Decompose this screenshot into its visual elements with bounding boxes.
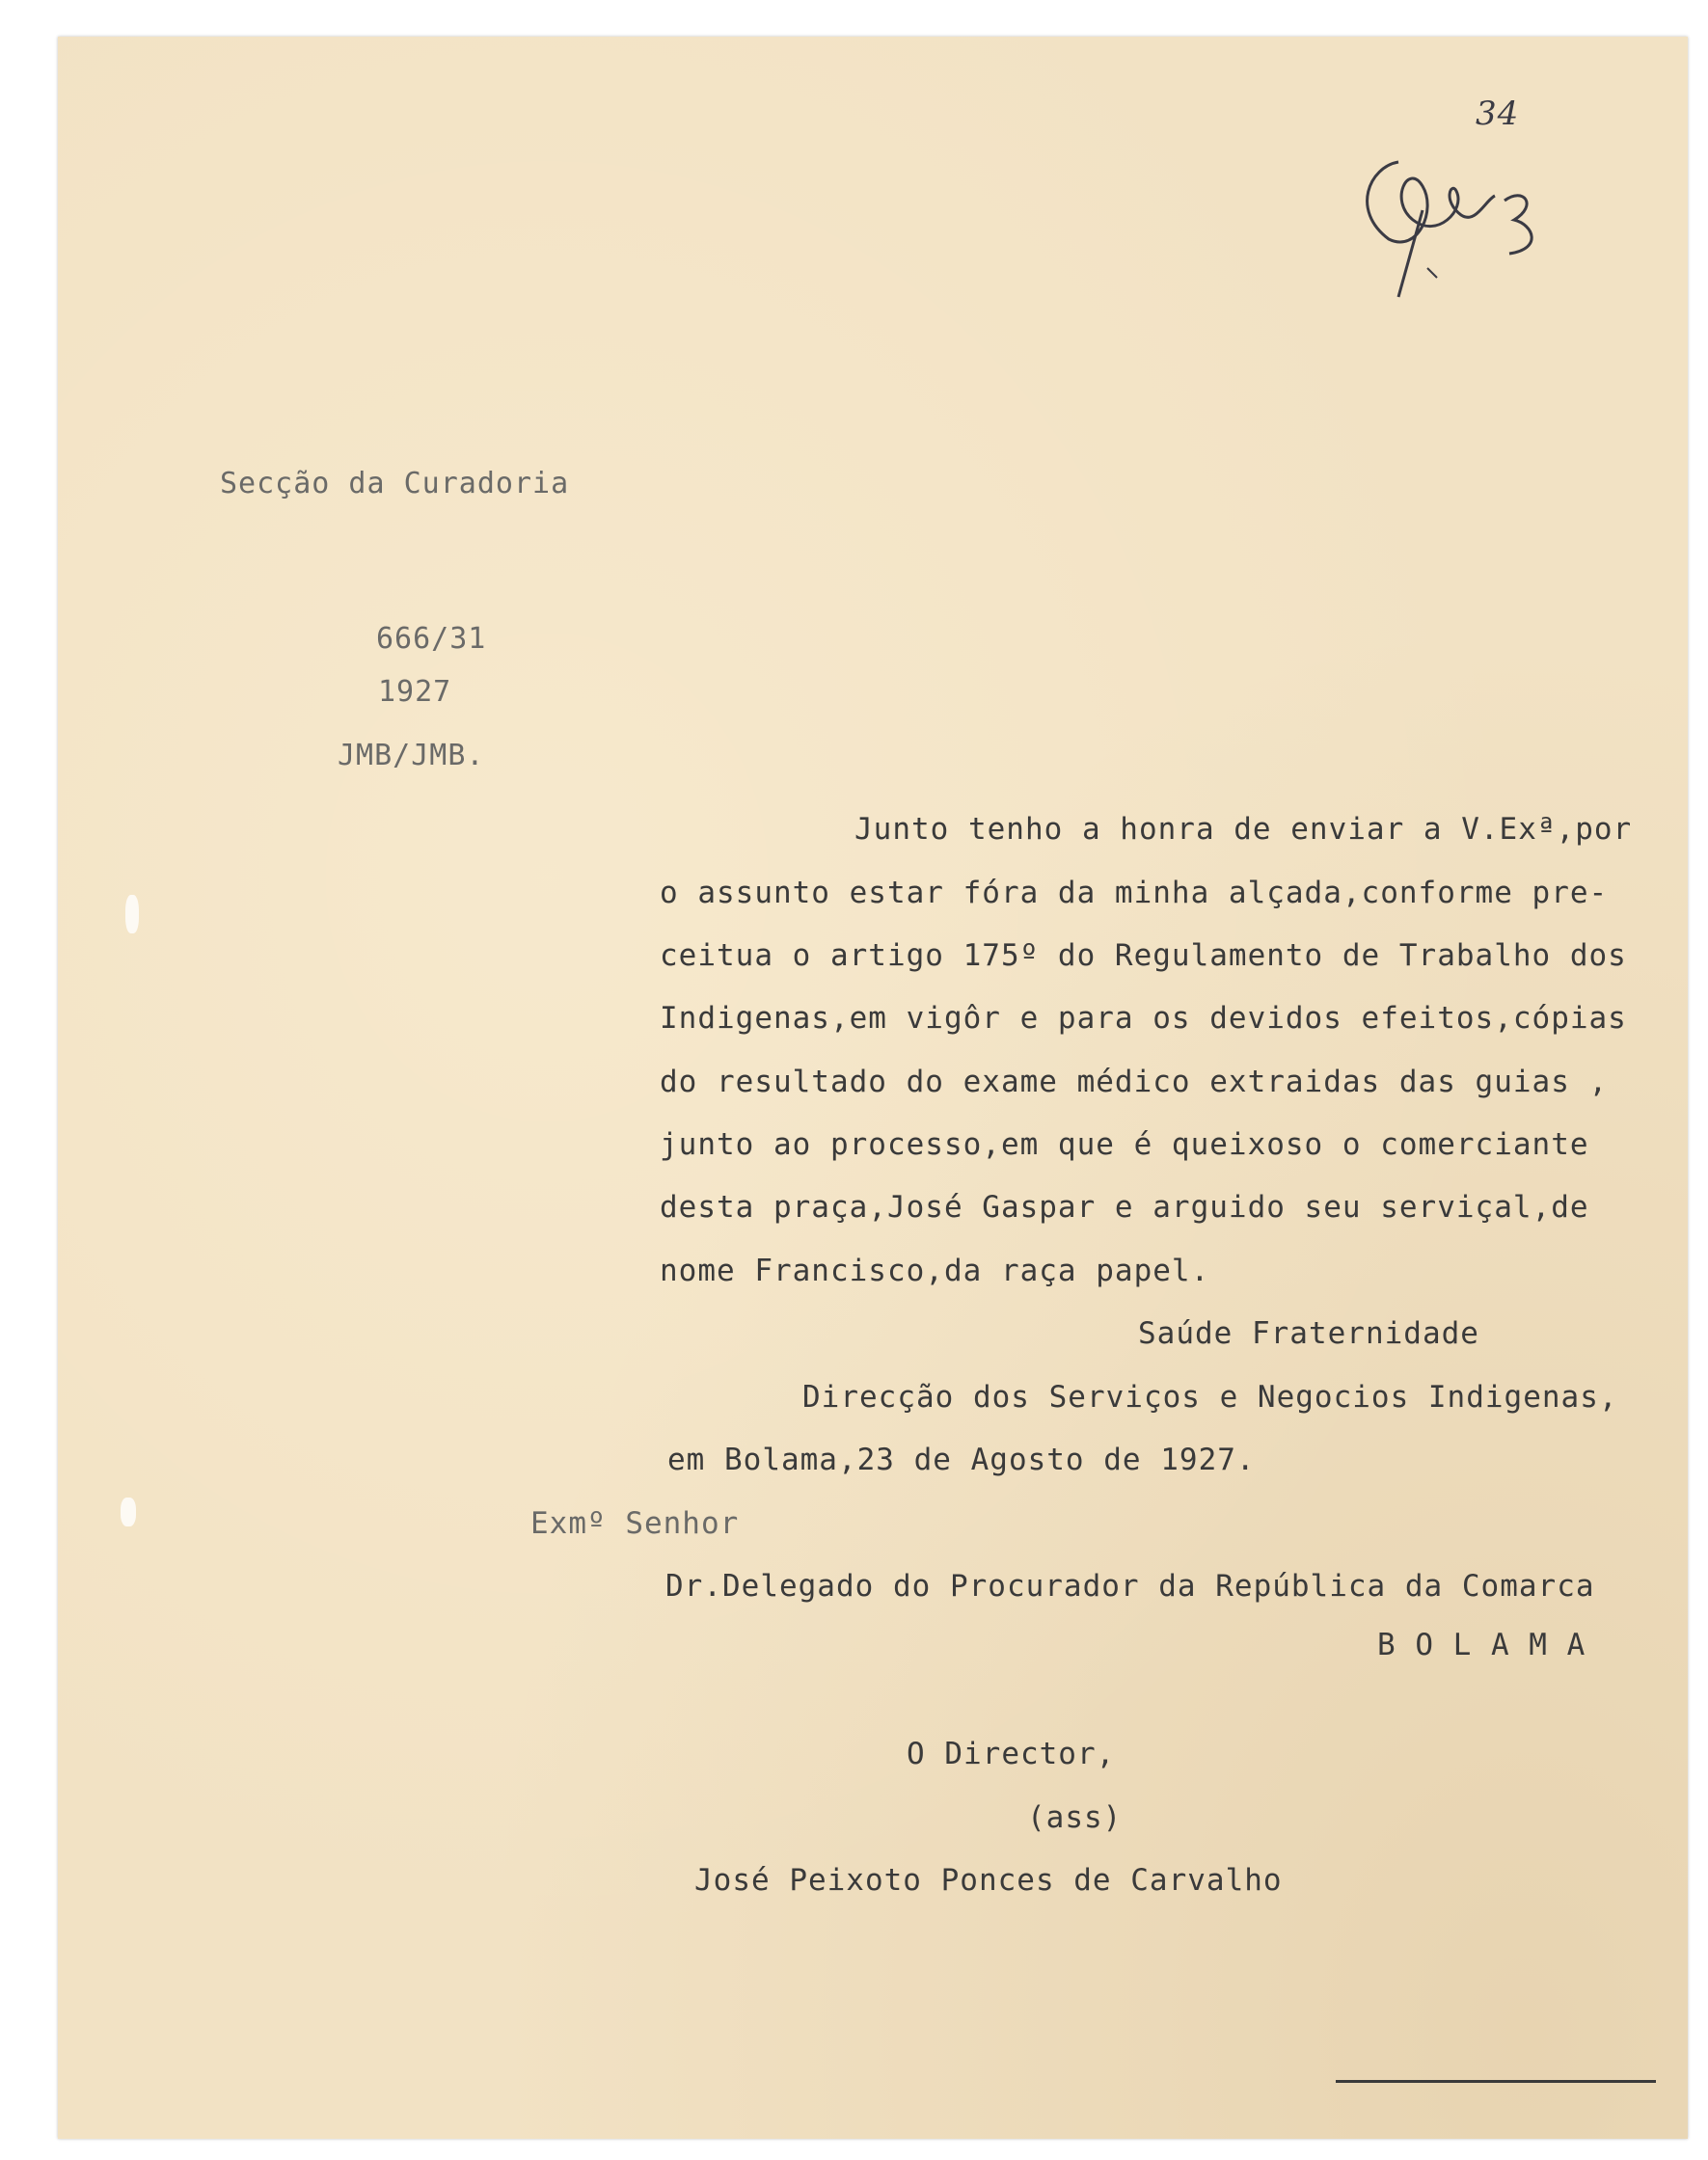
signature-title: O Director, bbox=[907, 1737, 1116, 1771]
reference-year: 1927 bbox=[378, 675, 452, 709]
addressee: Dr.Delegado do Procurador da República da Comarca bbox=[665, 1569, 1595, 1604]
body-line: desta praça,José Gaspar e arguido seu serviçal,de bbox=[660, 1190, 1589, 1225]
greeting: Saúde Fraternidade bbox=[1138, 1316, 1479, 1351]
paper-tear bbox=[121, 1498, 136, 1526]
office-name: Direcção dos Serviços e Negocios Indigenas, bbox=[802, 1380, 1618, 1415]
body-line: junto ao processo,em que é queixoso o comerciante bbox=[660, 1127, 1589, 1162]
body-line: nome Francisco,da raça papel. bbox=[660, 1254, 1210, 1288]
paper-tear bbox=[125, 895, 139, 933]
body-line: Junto tenho a honra de enviar a V.Exª,por bbox=[854, 812, 1633, 847]
section-heading: Secção da Curadoria bbox=[220, 467, 570, 500]
signatory-name: José Peixoto Ponces de Carvalho bbox=[694, 1863, 1283, 1898]
body-line: ceitua o artigo 175º do Regulamento de Trabalho dos bbox=[660, 938, 1627, 973]
city: B O L A M A bbox=[1377, 1628, 1586, 1662]
signature-mark: (ass) bbox=[1027, 1800, 1123, 1835]
body-line: o assunto estar fóra da minha alçada,conforme pre- bbox=[660, 876, 1609, 910]
body-line: do resultado do exame médico extraidas das guias , bbox=[660, 1065, 1609, 1099]
initials: JMB/JMB. bbox=[338, 739, 485, 772]
place-date: em Bolama,23 de Agosto de 1927. bbox=[667, 1443, 1256, 1477]
handwritten-annotation bbox=[1331, 94, 1582, 321]
document-page bbox=[58, 37, 1688, 2139]
handwritten-initials-icon bbox=[1331, 94, 1582, 316]
salutation: Exmº Senhor bbox=[530, 1506, 740, 1541]
body-line: Indigenas,em vigôr e para os devidos efeitos,cópias bbox=[660, 1001, 1627, 1036]
city-underline bbox=[1336, 2080, 1656, 2083]
reference-number: 666/31 bbox=[376, 622, 487, 656]
page-number-annotation: 34 bbox=[1476, 94, 1520, 133]
